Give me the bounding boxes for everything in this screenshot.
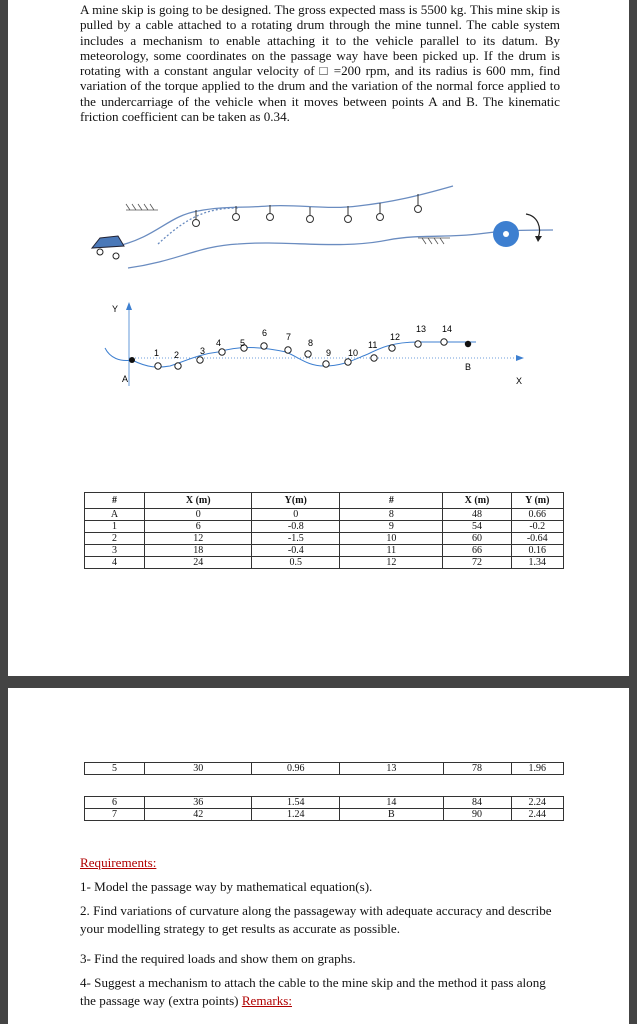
point-label-13: 13 <box>416 324 427 334</box>
requirement-1: 1- Model the passage way by mathematical equation(s). <box>80 879 373 894</box>
path-point-2 <box>175 363 181 369</box>
table-cell: 11 <box>340 545 443 557</box>
table-cell: -1.5 <box>252 533 340 545</box>
path-point-13 <box>415 341 421 347</box>
tunnel-lower-wall <box>128 230 553 268</box>
table-cell: 5 <box>85 763 145 775</box>
path-point-8 <box>305 351 311 357</box>
table-cell: 1.96 <box>511 763 563 775</box>
tunnel-figure <box>8 176 629 276</box>
path-point-1 <box>155 363 161 369</box>
document-page-2 <box>8 688 629 1024</box>
table-cell: 14 <box>340 797 443 809</box>
table-cell: 0.16 <box>511 545 563 557</box>
path-point-3 <box>197 357 203 363</box>
table-cell: 1.34 <box>511 557 563 569</box>
table-cell: 78 <box>443 763 511 775</box>
path-point-7 <box>285 347 291 353</box>
table-row <box>85 545 564 557</box>
point-label-4: 4 <box>216 338 222 348</box>
point-label-9: 9 <box>326 348 332 358</box>
document-page-1 <box>8 0 629 676</box>
table-cell: 60 <box>443 533 511 545</box>
table-row <box>85 533 564 545</box>
table-cell: 12 <box>145 533 252 545</box>
table-row <box>85 809 564 821</box>
table-cell: 6 <box>85 797 145 809</box>
table-cell: 42 <box>145 809 252 821</box>
table-cell: 12 <box>340 557 443 569</box>
requirements-title: Requirements: <box>80 855 157 870</box>
passage-points-figure <box>8 296 629 406</box>
requirement-2: 2. Find variations of curvature along the passageway with adequate accuracy and describe your modelling strategy to get results as accurate as possible. <box>80 903 552 936</box>
table-cell: 2.44 <box>511 809 563 821</box>
point-label-10: 10 <box>348 348 359 358</box>
path-point-10 <box>345 359 351 365</box>
point-label-7: 7 <box>286 332 292 342</box>
point-b-label: B <box>465 362 472 372</box>
coordinates-table-part2b <box>84 796 564 821</box>
requirement-4: 4- Suggest a mechanism to attach the cable to the mine skip and the method it pass along the passage way (extra points) Remarks: <box>80 975 546 1008</box>
table-cell: B <box>340 809 443 821</box>
table-cell: 2.24 <box>511 797 563 809</box>
point-label-2: 2 <box>174 350 180 360</box>
coordinates-table-part2a <box>84 762 564 775</box>
table-cell: 36 <box>145 797 252 809</box>
remarks-link: Remarks: <box>241 993 292 1008</box>
table-cell: 9 <box>340 521 443 533</box>
path-point-14 <box>441 339 447 345</box>
coordinates-table-part1 <box>84 492 564 569</box>
table-cell: 3 <box>85 545 145 557</box>
table-cell: 0 <box>145 509 252 521</box>
table-cell: 48 <box>443 509 511 521</box>
problem-statement: A mine skip is going to be designed. The gross expected mass is 5500 kg. This mine skip is pulled by a cable attached to a rotating drum through the mine tunnel. The cable system includes a mechanism to enable attaching it to the vehicle parallel to its datum. By meteorology, some coordinates on the passage way have been picked up. If the drum is rotating with a constant angular velocity of □ =200 rpm, and its radius is 600 mm, find variation of the torque applied to the drum and the variation of the normal force applied to the undercarriage of the vehicle when it moves between points A and B. The kinematic friction coefficient can be taken as 0.34. <box>80 2 560 125</box>
point-label-5: 5 <box>240 338 246 348</box>
point-label-11: 11 <box>368 340 378 350</box>
table-cell: 18 <box>145 545 252 557</box>
table-cell: 84 <box>443 797 511 809</box>
table-cell: -0.4 <box>252 545 340 557</box>
tunnel-upper-wall <box>118 186 453 246</box>
table-cell: X (m) <box>443 493 511 509</box>
table-cell: 7 <box>85 809 145 821</box>
table-cell: 0.66 <box>511 509 563 521</box>
point-a <box>129 357 135 363</box>
table-cell: 10 <box>340 533 443 545</box>
table-cell: 72 <box>443 557 511 569</box>
table-row <box>85 509 564 521</box>
table-row <box>85 763 564 775</box>
table-cell: 4 <box>85 557 145 569</box>
table-cell: Y (m) <box>511 493 563 509</box>
table-cell: 66 <box>443 545 511 557</box>
table-cell: # <box>340 493 443 509</box>
table-cell: 1.24 <box>252 809 340 821</box>
point-label-6: 6 <box>262 328 268 338</box>
point-label-3: 3 <box>200 346 206 356</box>
table-cell: 8 <box>340 509 443 521</box>
table-cell: X (m) <box>145 493 252 509</box>
path-point-9 <box>323 361 329 367</box>
table-cell: Y(m) <box>252 493 340 509</box>
table-cell: # <box>85 493 145 509</box>
table-header-row <box>85 493 564 509</box>
table-cell: 24 <box>145 557 252 569</box>
table-cell: A <box>85 509 145 521</box>
point-label-1: 1 <box>154 348 160 358</box>
cable-pulleys <box>193 194 422 227</box>
point-label-14: 14 <box>442 324 453 334</box>
table-cell: 6 <box>145 521 252 533</box>
table-row <box>85 557 564 569</box>
table-cell: -0.2 <box>511 521 563 533</box>
point-b <box>465 341 471 347</box>
table-cell: 30 <box>145 763 252 775</box>
table-cell: 13 <box>340 763 443 775</box>
ground-hatch-left <box>126 204 158 210</box>
mine-skip-vehicle-icon <box>92 236 124 259</box>
y-axis-label: Y <box>112 304 119 314</box>
table-cell: 0 <box>252 509 340 521</box>
table-cell: 90 <box>443 809 511 821</box>
point-label-8: 8 <box>308 338 314 348</box>
table-row <box>85 797 564 809</box>
table-cell: 2 <box>85 533 145 545</box>
point-label-12: 12 <box>390 332 401 342</box>
path-point-6 <box>261 343 267 349</box>
table-cell: 0.5 <box>252 557 340 569</box>
path-point-11 <box>371 355 377 361</box>
point-a-label: A <box>122 374 129 384</box>
table-cell: 0.96 <box>252 763 340 775</box>
ground-hatch-right <box>418 238 450 244</box>
table-cell: 54 <box>443 521 511 533</box>
table-cell: -0.8 <box>252 521 340 533</box>
table-cell: -0.64 <box>511 533 563 545</box>
table-cell: 1 <box>85 521 145 533</box>
table-row <box>85 521 564 533</box>
requirement-3: 3- Find the required loads and show them on graphs. <box>80 951 356 966</box>
path-points <box>155 339 447 369</box>
path-point-12 <box>389 345 395 351</box>
table-cell: 1.54 <box>252 797 340 809</box>
path-point-4 <box>219 349 225 355</box>
x-axis-label: X <box>516 376 523 386</box>
